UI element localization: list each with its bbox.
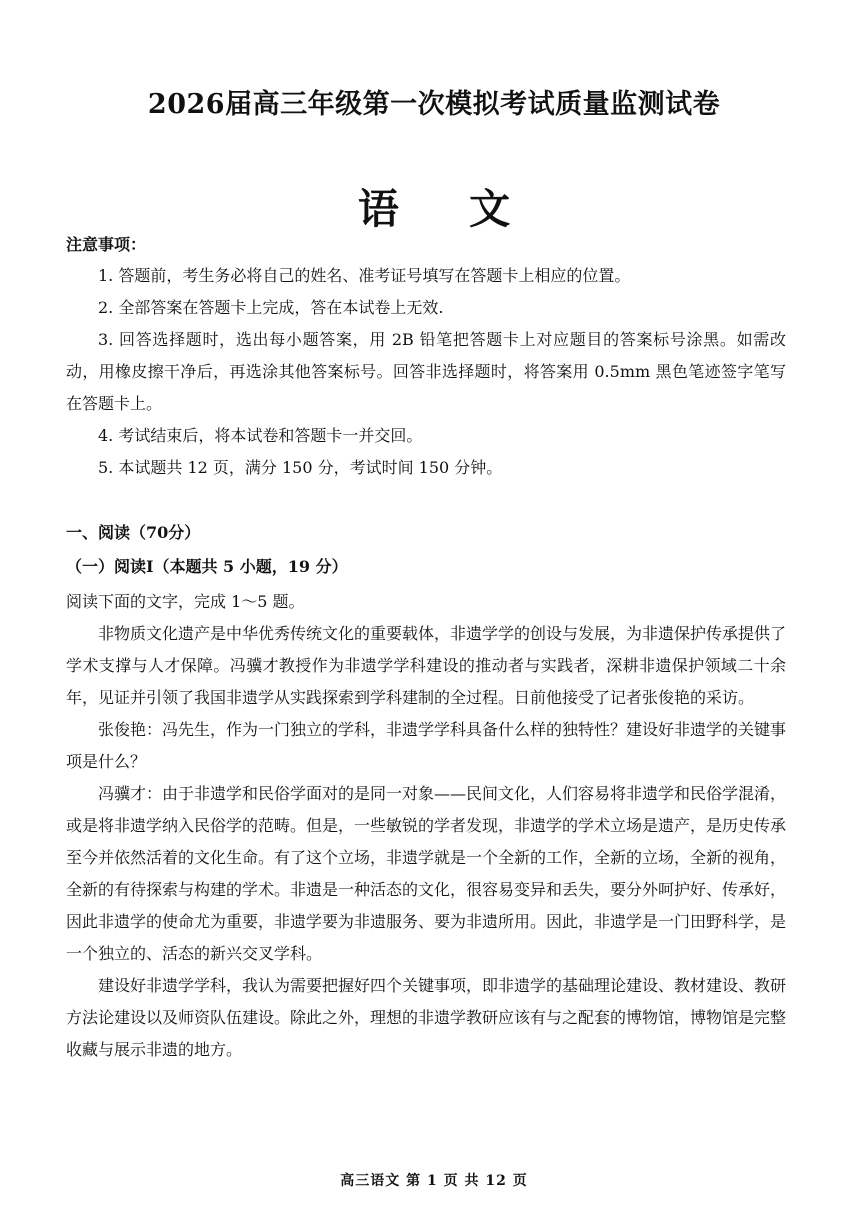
section-heading: 一、阅读（70分） (66, 523, 201, 542)
passage-paragraph-3: 冯骥才：由于非遗学和民俗学面对的是同一对象——民间文化，人们容易将非遗学和民俗学混淆，或是将非遗学纳入民俗学的范畴。但是，一些敏锐的学者发现，非遗学的学术立场是遗产，是历史传承至今并依然活着的文化生命。有了这个立场，非遗学就是一个全新的工作，全新的立场，全新的视角，全新的有待探索与构建的学术。非遗是一种活态的文化，很容易变异和丢失，要分外呵护好、传承好，因此非遗学的使命尤为重要，非遗学要为非遗服务、要为非遗所用。因此，非遗学是一门田野科学，是一个独立的、活态的新兴交叉学科。 (66, 784, 787, 963)
notice-item-1: 1. 答题前，考生务必将自己的姓名、准考证号填写在答题卡上相应的位置。 (98, 266, 631, 285)
passage-paragraph-1: 非物质文化遗产是中华优秀传统文化的重要载体，非遗学学的创设与发展，为非遗保护传承提供了学术支撑与人才保障。冯骥才教授作为非遗学学科建设的推动者与实践者，深耕非遗保护领域二十余年，见证并引领了我国非遗学从实践探索到学科建制的全过程。日前他接受了记者张俊艳的采访。 (66, 624, 787, 707)
notice-item-5: 5. 本试题共 12 页，满分 150 分，考试时间 150 分钟。 (98, 458, 503, 477)
subsection-heading: （一）阅读Ⅰ（本题共 5 小题，19 分） (66, 557, 348, 576)
notice-item-3: 3. 回答选择题时，选出每小题答案，用 2B 铅笔把答题卡上对应题目的答案标号涂黑。如需改动，用橡皮擦干净后，再选涂其他答案标号。回答非选择题时，将答案用 0.5mm 黑色笔迹签字笔写在答题卡上。 (66, 330, 786, 413)
passage-paragraph-4: 建设好非遗学学科，我认为需要把握好四个关键事项，即非遗学的基础理论建设、教材建设、教研方法论建设以及师资队伍建设。除此之外，理想的非遗学教研应该有与之配套的博物馆，博物馆是完整收藏与展示非遗的地方。 (66, 976, 787, 1059)
reading-instruction: 阅读下面的文字，完成 1～5 题。 (66, 592, 305, 611)
page-footer: 高三语文 第 1 页 共 12 页 (340, 1173, 528, 1189)
exam-title: 2026届高三年级第一次模拟考试质量监测试卷 (147, 89, 721, 120)
subject-title: 语 文 (357, 185, 539, 233)
passage-paragraph-2: 张俊艳：冯先生，作为一门独立的学科，非遗学学科具备什么样的独特性？建设好非遗学的关键事项是什么？ (66, 720, 787, 771)
notice-heading: 注意事项： (66, 235, 147, 254)
reading-passage (66, 618, 786, 1066)
notice-list (66, 260, 786, 484)
notice-item-4: 4. 考试结束后，将本试卷和答题卡一并交回。 (98, 426, 423, 445)
notice-item-2: 2. 全部答案在答题卡上完成，答在本试卷上无效. (98, 298, 444, 317)
